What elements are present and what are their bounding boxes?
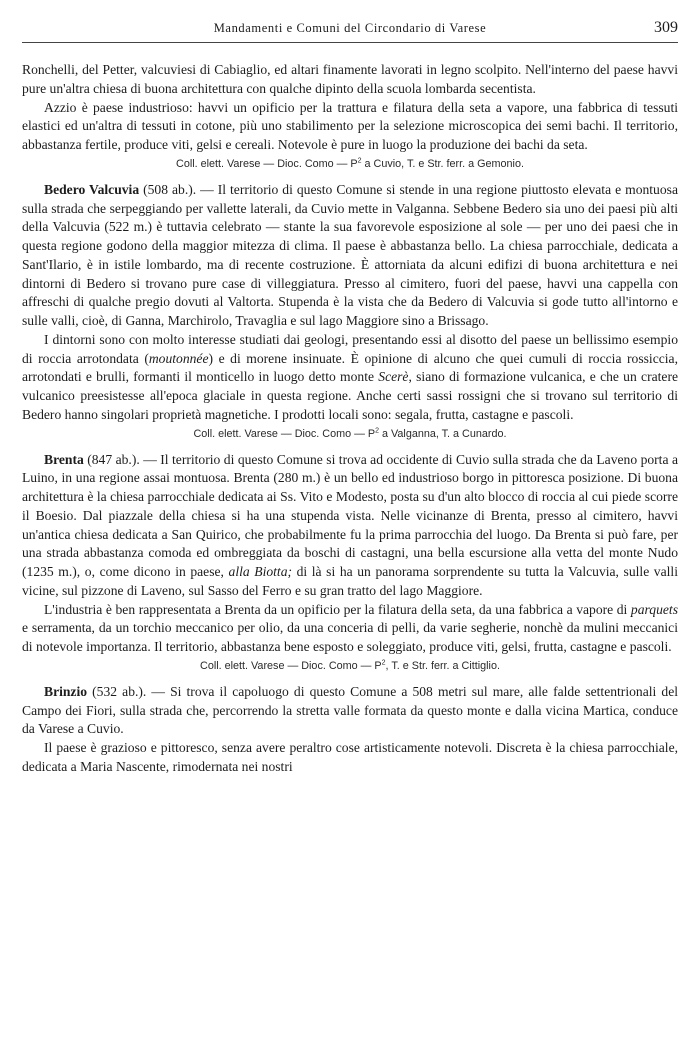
entry-name-bedero: Bedero Valcuvia: [44, 181, 140, 197]
brinzio-paragraph-2: Il paese è grazioso e pittoresco, senza avere peraltro cose artisticamente notevoli. Discreta è la chiesa parrocchiale, dedicata a Maria Nascente, rimodernata nei nostri: [22, 740, 678, 774]
brenta-admin-note: Coll. elett. Varese — Dioc. Como — $P^2$, T. e Str. ferr. a Cittiglio.: [200, 659, 500, 672]
entry-bedero-valcuvia: [22, 181, 678, 442]
azzio-paragraph-continued: Ronchelli, del Petter, valcuviesi di Cabiaglio, ed altari finamente lavorati in legno scolpito. Nell'interno del paese havvi pure un'altra chiesa di buona architettura con qualche dipinto della scuola lombarda secentista.: [22, 62, 678, 96]
bedero-paragraph-1: Bedero Valcuvia (508 ab.). — Il territorio di questo Comune si stende in una regione piuttosto elevata e montuosa sulla strada che serpeggiando per vallette laterali, da Cuvio mette in Valganna. Sebbene Bedero sia uno dei paesi più alti della Valcuvia (522 m.) è tuttavia celebrato — stante la sua favorevole esposizione al sole — per uno dei paesi che in questa regione godono della maggior mitezza di clima. Il paese è abbastanza bello. La chiesa parrocchiale, dedicata a Sant'Ilario, è in istile lombardo, ma di recente costruzione. È attorniata da alcuni edifizi di buona architettura e nei dintorni di Bedero si trovano pure case di villeggiatura. Presso al cimitero, fuori del paese, havvi una cappella con affreschi di qualche pregio dovuti al Valtorta. Stupenda è la vista che da Bedero di Valcuvia si gode tutto all'intorno e sulle valli, cioè, di Ganna, Marchirolo, Travaglia e sul lago Maggiore sino a Brissago.: [22, 181, 678, 328]
entry-brinzio: [22, 683, 678, 777]
brenta-paragraph-1: Brenta (847 ab.). — Il territorio di questo Comune si trova ad occidente di Cuvio sulla strada che da Laveno porta a Luino, in una regione assai montuosa. Brenta (280 m.) è un bello ed industrioso borgo in pittoresca posizione. Di buona architettura è la chiesa parrocchiale dedicata ai Ss. Vito e Modesto, posta su d'un alto blocco di roccia al cui piede scorre il Boesio. Dal piazzale della chiesa si ha una stupenda vista. Nelle vicinanze di Brenta, presso al cimitero, havvi un'antica chiesa dedicata a San Quirico, che probabilmente fu la prima parrocchia del luogo. Da Brenta si può fare, per una strada abbastanza comoda ed ombreggiata da boschi di castagni, una bella escursione alla vetta del monte Nudo (1235 m.), o, come dicono in paese, alla Biotta; di là si ha un panorama sorprendente su tutta la Valcuvia, sulle valli vicine, sul pizzone di Laveno, sul Sasso del Ferro e su gran tratto del lago Maggiore.: [22, 451, 678, 598]
running-header-title: Mandamenti e Comuni del Circondario di Varese: [213, 21, 487, 35]
brinzio-paragraph-1: Brinzio (532 ab.). — Si trova il capoluogo di questo Comune a 508 metri sul mare, alle falde settentrionali del Campo dei Fiori, sulla strada che, percorrendo la stretta valle formata da questo monte e dalla vicina Martica, conduce da Varese a Cuvio.: [22, 683, 678, 737]
bedero-admin-note: Coll. elett. Varese — Dioc. Como — $P^2$ a Valganna, T. a Cunardo.: [193, 426, 507, 440]
entry-name-brinzio: Brinzio: [44, 683, 88, 699]
bedero-paragraph-2: I dintorni sono con molto interesse studiati dai geologi, presentando essi al disotto del paese un bellissimo esempio di roccia arrotondata (moutonnée) e di morene insinuate. È opinione di alcuno che quei cumuli di roccia rossiccia, arrotondati e brulli, formanti il monticello in luogo detto monte Scerè, siano di formazione vulcanica, e che un cratere vulcanico preesistesse all'epoca glaciale in questa regione. Anche certi sassi rossigni che si trovano sul territorio di Bedero hanno singolari proprietà magnetiche. I prodotti locali sono: segala, frutta, castagne e pascoli.: [22, 331, 678, 422]
entry-name-brenta: Brenta: [44, 451, 84, 467]
azzio-admin-note: Coll. elett. Varese — Dioc. Como — $P^2$ a Cuvio, T. e Str. ferr. a Gemonio.: [176, 157, 524, 170]
entry-brenta: [22, 451, 678, 674]
brenta-paragraph-2: L'industria è ben rappresentata a Brenta da un opificio per la filatura della seta, da una fabbrica a vapore di parquets e serramenta, da un torchio meccanico per olio, da una conceria di pelli, da varie segherie, nonchè da mulini meccanici di notevole importanza. Il territorio, abbastanza bene esposto e soleggiato, produce viti, gelsi, frutta, castagne e pascoli.: [22, 601, 678, 654]
page-number: 309: [654, 19, 678, 36]
azzio-paragraph-industry: Azzio è paese industrioso: havvi un opificio per la trattura e filatura della seta a vapore, una fabbrica di tessuti elastici ed un'altra di tessuti in cotone, più uno stabilimento per la selezione microscopica dei semi bachi. Il territorio, abbastanza fertile, produce viti, gelsi e cereali. Notevole è pure in luogo la produzione dei bachi da seta.: [22, 99, 678, 152]
page-body: [22, 61, 678, 777]
running-header: [22, 18, 678, 43]
book-page: [22, 18, 678, 777]
